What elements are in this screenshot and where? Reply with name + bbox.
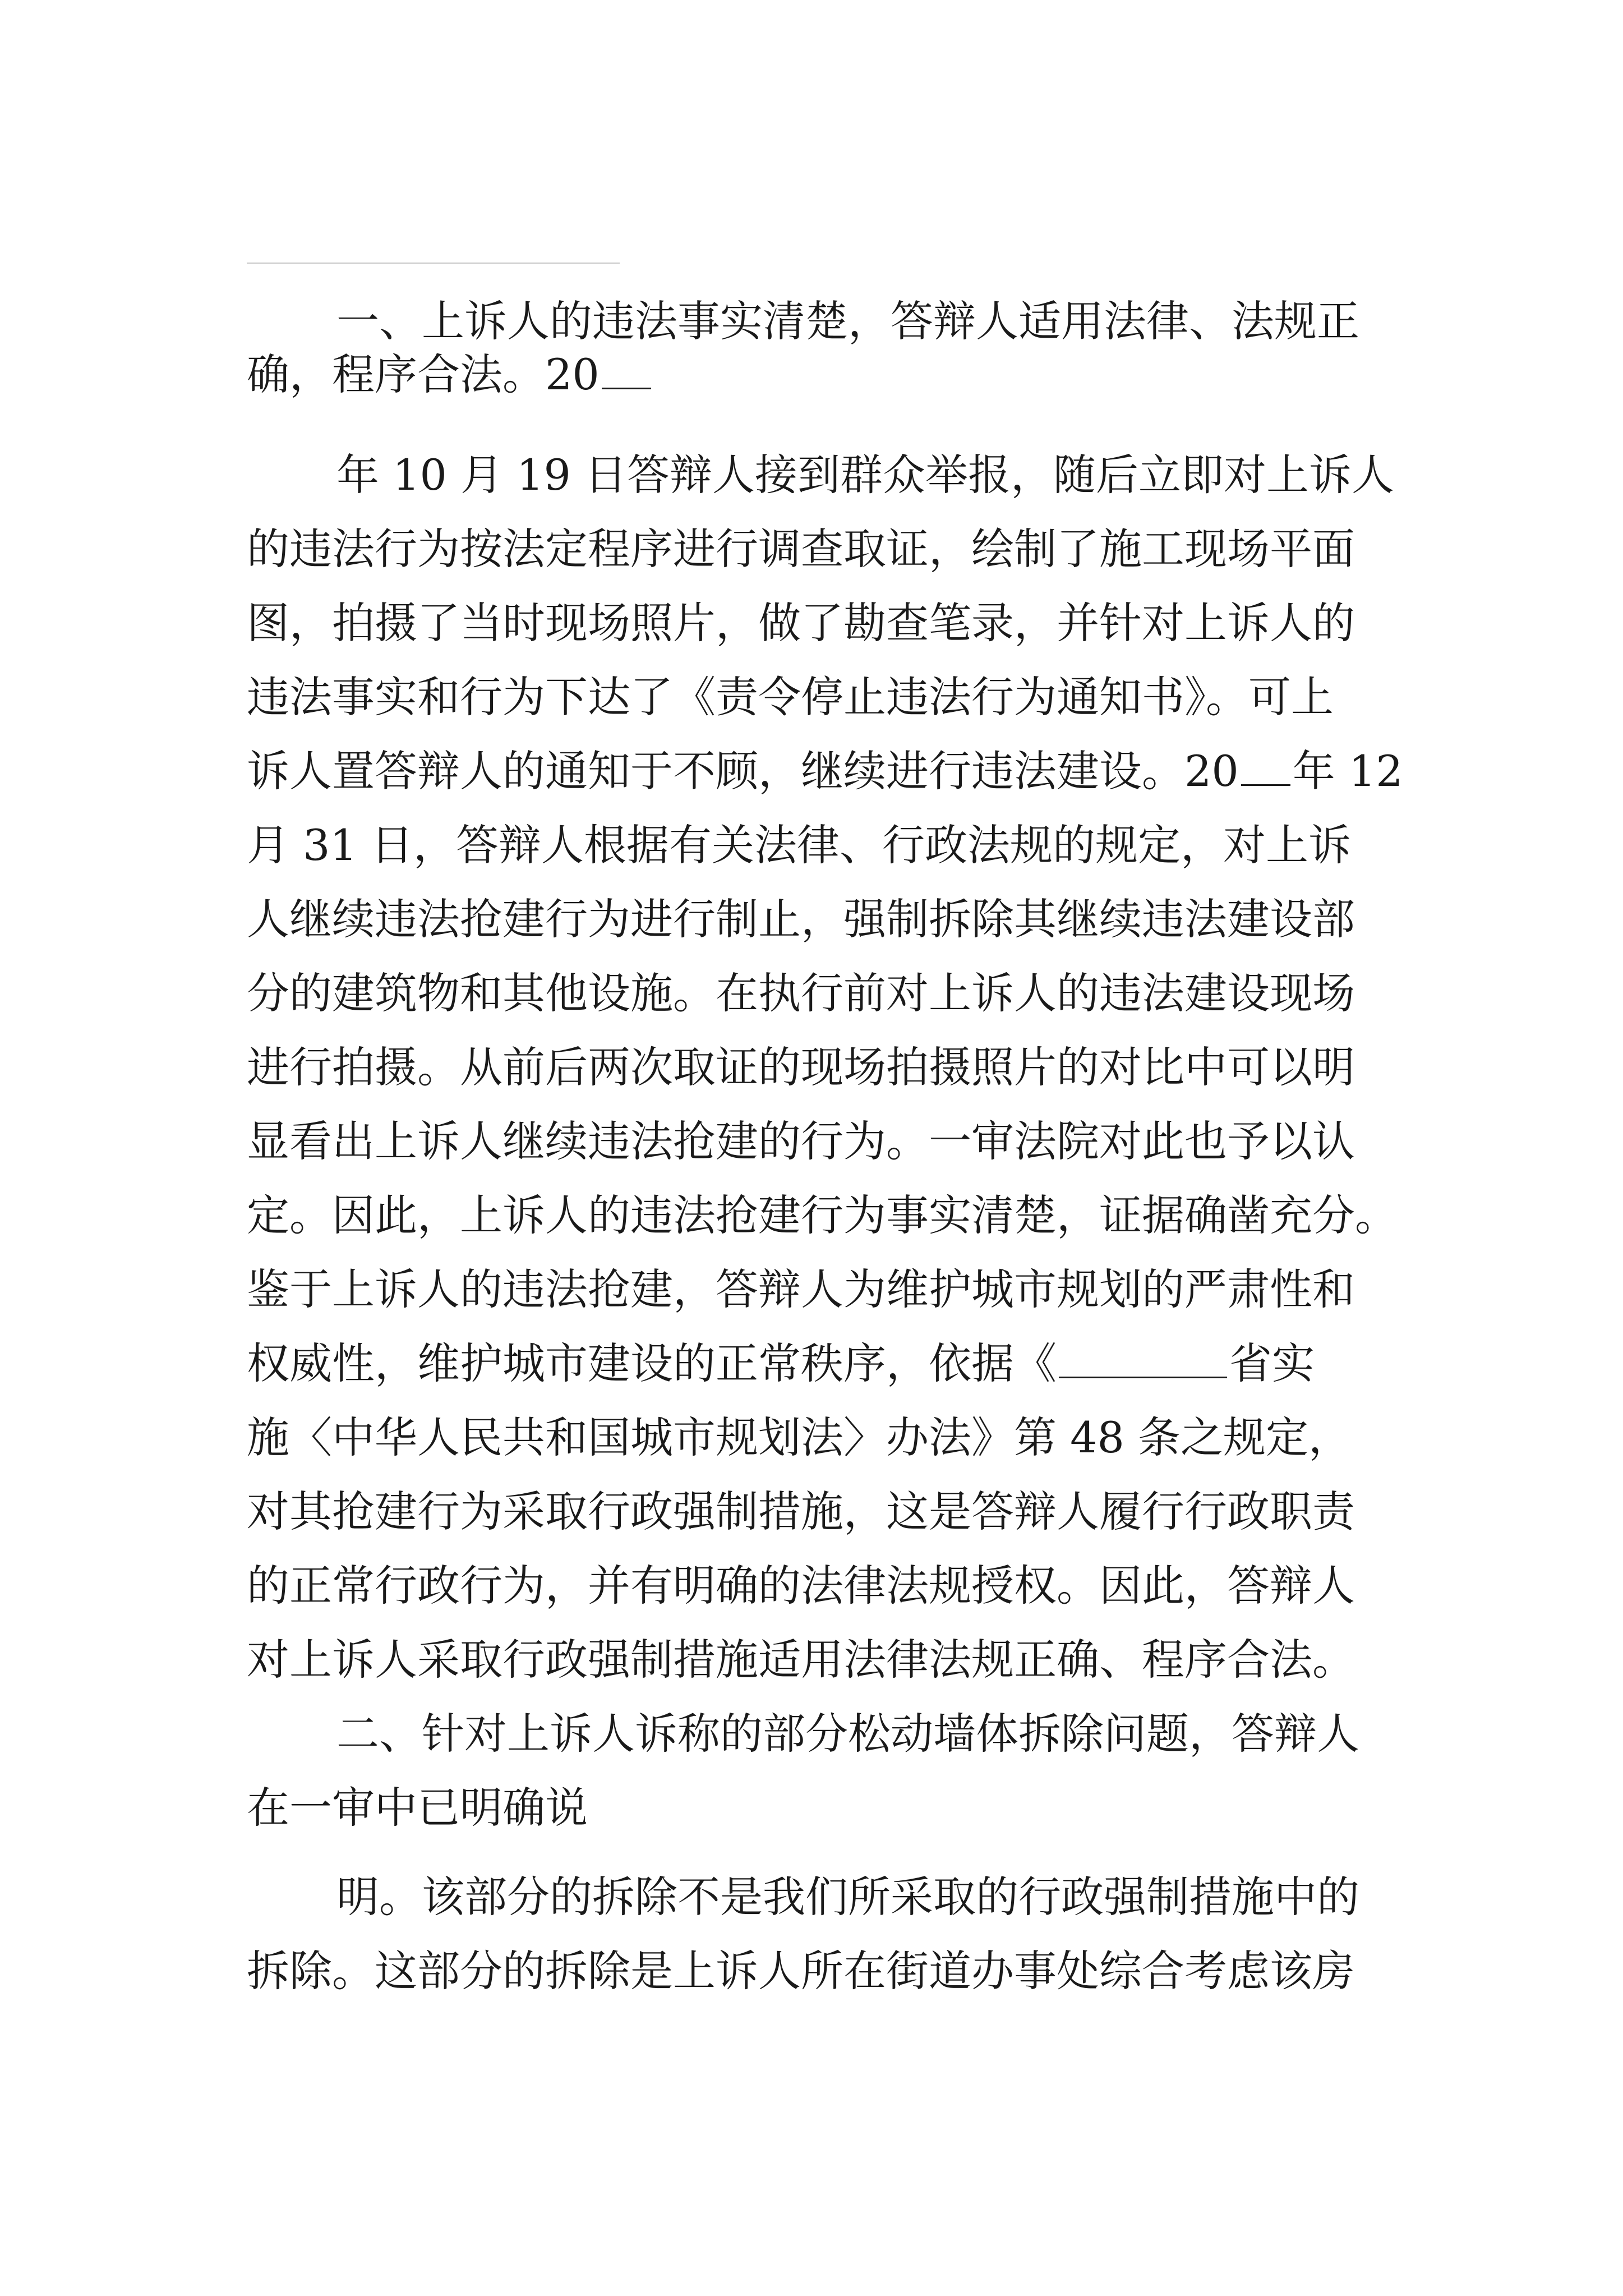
text-line: 拆除。这部分的拆除是上诉人所在街道办事处综合考虑该房 (247, 1946, 1355, 1996)
fill-blank (602, 383, 651, 389)
text-line: 图，拍摄了当时现场照片，做了勘查笔录，并针对上诉人的 (247, 598, 1355, 648)
text-line: 月 31 日，答辩人根据有关法律、行政法规的规定，对上诉 (247, 820, 1352, 870)
text-line: 分的建筑物和其他设施。在执行前对上诉人的违法建设现场 (247, 968, 1355, 1018)
text-line: 的违法行为按法定程序进行调查取证，绘制了施工现场平面 (247, 524, 1355, 574)
text-line: 对上诉人采取行政强制措施适用法律法规正确、程序合法。 (247, 1635, 1355, 1685)
text-line: 二、针对上诉人诉称的部分松动墙体拆除问题，答辩人 (336, 1709, 1359, 1759)
text-line: 进行拍摄。从前后两次取证的现场拍摄照片的对比中可以明 (247, 1042, 1355, 1092)
text-line: 人继续违法抢建行为进行制止，强制拆除其继续违法建设部 (247, 894, 1355, 944)
header-rule (247, 263, 620, 264)
text-line: 确，程序合法。20 (247, 353, 653, 396)
text-line: 鉴于上诉人的违法抢建，答辩人为维护城市规划的严肃性和 (247, 1264, 1355, 1314)
text-line: 诉人置答辩人的通知于不顾，继续进行违法建设。20 年 12 (247, 746, 1403, 796)
text-line: 权威性，维护城市建设的正常秩序，依据《 省实 (247, 1338, 1315, 1388)
text-line: 的正常行政行为，并有明确的法律法规授权。因此，答辩人 (247, 1561, 1355, 1611)
text-line: 施〈中华人民共和国城市规划法〉办法》第 48 条之规定， (247, 1412, 1352, 1462)
text-line: 对其抢建行为采取行政强制措施，这是答辩人履行行政职责 (247, 1487, 1355, 1536)
fill-blank (1241, 780, 1290, 786)
fill-blank (1059, 1372, 1227, 1378)
text-line: 在一审中已明确说 (247, 1783, 588, 1833)
text-line: 定。因此，上诉人的违法抢建行为事实清楚，证据确凿充分。 (247, 1190, 1398, 1240)
text-line: 明。该部分的拆除不是我们所采取的行政强制措施中的 (336, 1872, 1359, 1922)
text-line: 年 10 月 19 日答辩人接到群众举报，随后立即对上诉人 (336, 450, 1395, 500)
text-line: 违法事实和行为下达了《责令停止违法行为通知书》。可上 (247, 672, 1334, 722)
text-line: 一、上诉人的违法事实清楚，答辩人适用法律、法规正 (336, 296, 1359, 346)
text-line: 显看出上诉人继续违法抢建的行为。一审法院对此也予以认 (247, 1116, 1355, 1166)
